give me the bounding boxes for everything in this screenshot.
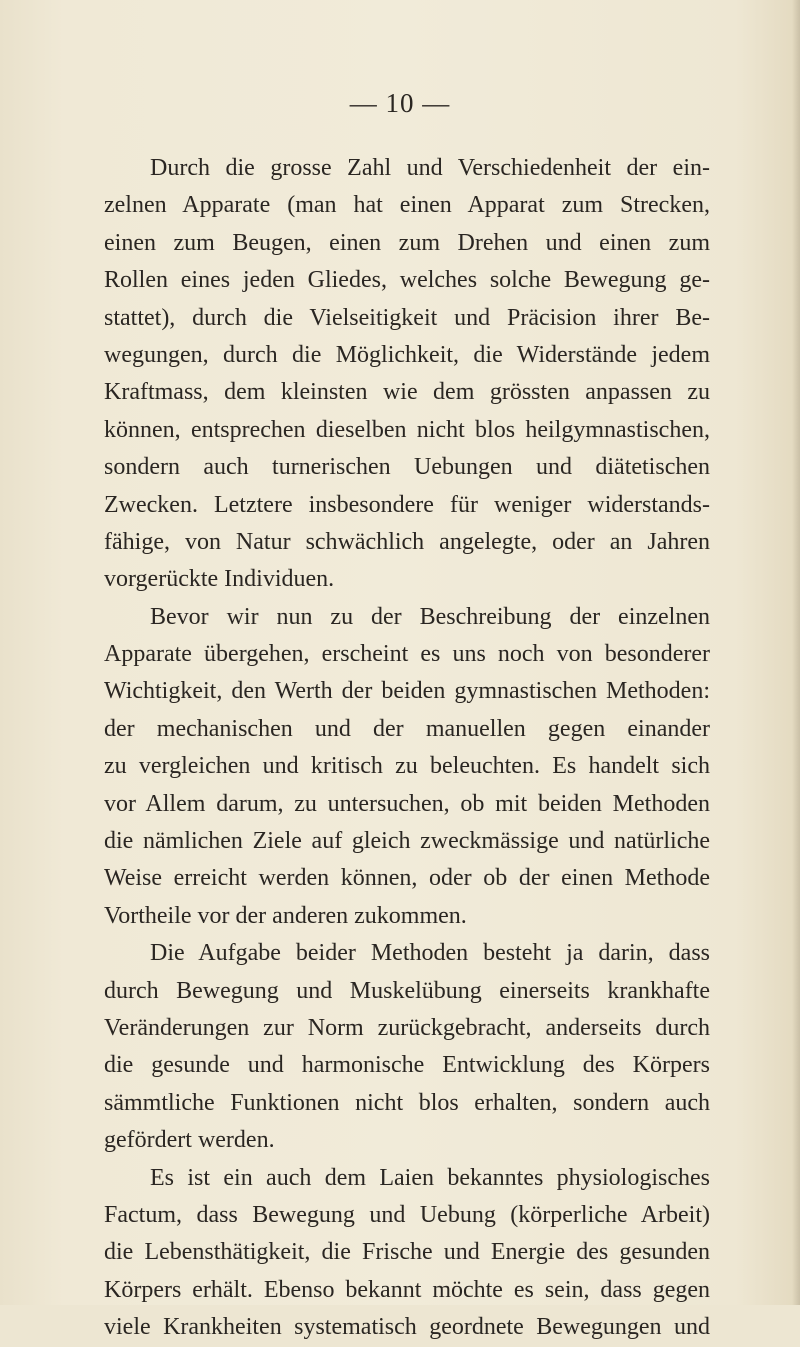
text-line: sämmtliche Funktionen nicht blos erhalten, sondern auch [104,1089,710,1116]
text-line: Durch die grosse Zahl und Verschiedenheit der ein- [150,155,710,181]
text-line: der mechanischen und der manuellen gegen einander [104,715,710,742]
text-line: Zwecken. Letztere insbesondere für weniger widerstands- [104,491,710,518]
text-line: Veränderungen zur Norm zurückgebracht, anderseits durch [104,1014,710,1041]
text-line: durch Bewegung und Muskelübung einerseits krankhafte [104,977,710,1004]
page-edge-shadow [792,0,800,1305]
text-line: die gesunde und harmonische Entwicklung des Körpers [104,1052,710,1079]
text-line: Kraftmass, dem kleinsten wie dem grössten anpassen zu [104,379,710,406]
page-number: — 10 — [349,88,451,118]
text-line: wegungen, durch die Möglichkeit, die Widerstände jedem [104,341,710,368]
text-line: Weise erreicht werden können, oder ob der einen Methode [104,865,710,892]
text-line: die Lebensthätigkeit, die Frische und Energie des gesunden [104,1239,710,1266]
text-line: Bevor wir nun zu der Beschreibung der einzelnen [150,603,710,630]
text-line: sondern auch turnerischen Uebungen und diätetischen [104,454,710,481]
text-line: Rollen eines jeden Gliedes, welches solche Bewegung ge- [104,267,710,294]
text-line: zelnen Apparate (man hat einen Apparat zum Strecken, [104,192,710,219]
text-line: fähige, von Natur schwächlich angelegte, oder an Jahren [104,528,710,555]
text-line: Vortheile vor der anderen zukommen. [104,902,467,929]
text-line: Apparate übergehen, erscheint es uns noch von besonderer [104,641,710,668]
text-line: die nämlichen Ziele auf gleich zweckmässige und natürliche [104,828,710,855]
text-line: Factum, dass Bewegung und Uebung (körperliche Arbeit) [104,1201,710,1228]
text-line: stattet), durch die Vielseitigkeit und Präcision ihrer Be- [104,304,710,331]
text-line: Wichtigkeit, den Werth der beiden gymnastischen Methoden: [104,678,710,705]
text-line: zu vergleichen und kritisch zu beleuchten. Es handelt sich [104,753,710,780]
text-line: Es ist ein auch dem Laien bekanntes physiologisches [150,1164,710,1191]
text-line: können, entsprechen dieselben nicht blos heilgymnastischen, [104,416,710,443]
text-line: vorgerückte Individuen. [104,566,335,593]
text-line: Körpers erhält. Ebenso bekannt möchte es sein, dass gegen [104,1276,710,1303]
text-line: gefördert werden. [104,1127,275,1154]
text-line: vor Allem darum, zu untersuchen, ob mit beiden Methoden [104,790,710,817]
text-line: Die Aufgabe beider Methoden besteht ja darin, dass [150,940,710,967]
body-text [104,150,710,1347]
text-line: einen zum Beugen, einen zum Drehen und einen zum [104,229,710,256]
text-line: viele Krankheiten systematisch geordnete Bewegungen und [104,1314,710,1341]
